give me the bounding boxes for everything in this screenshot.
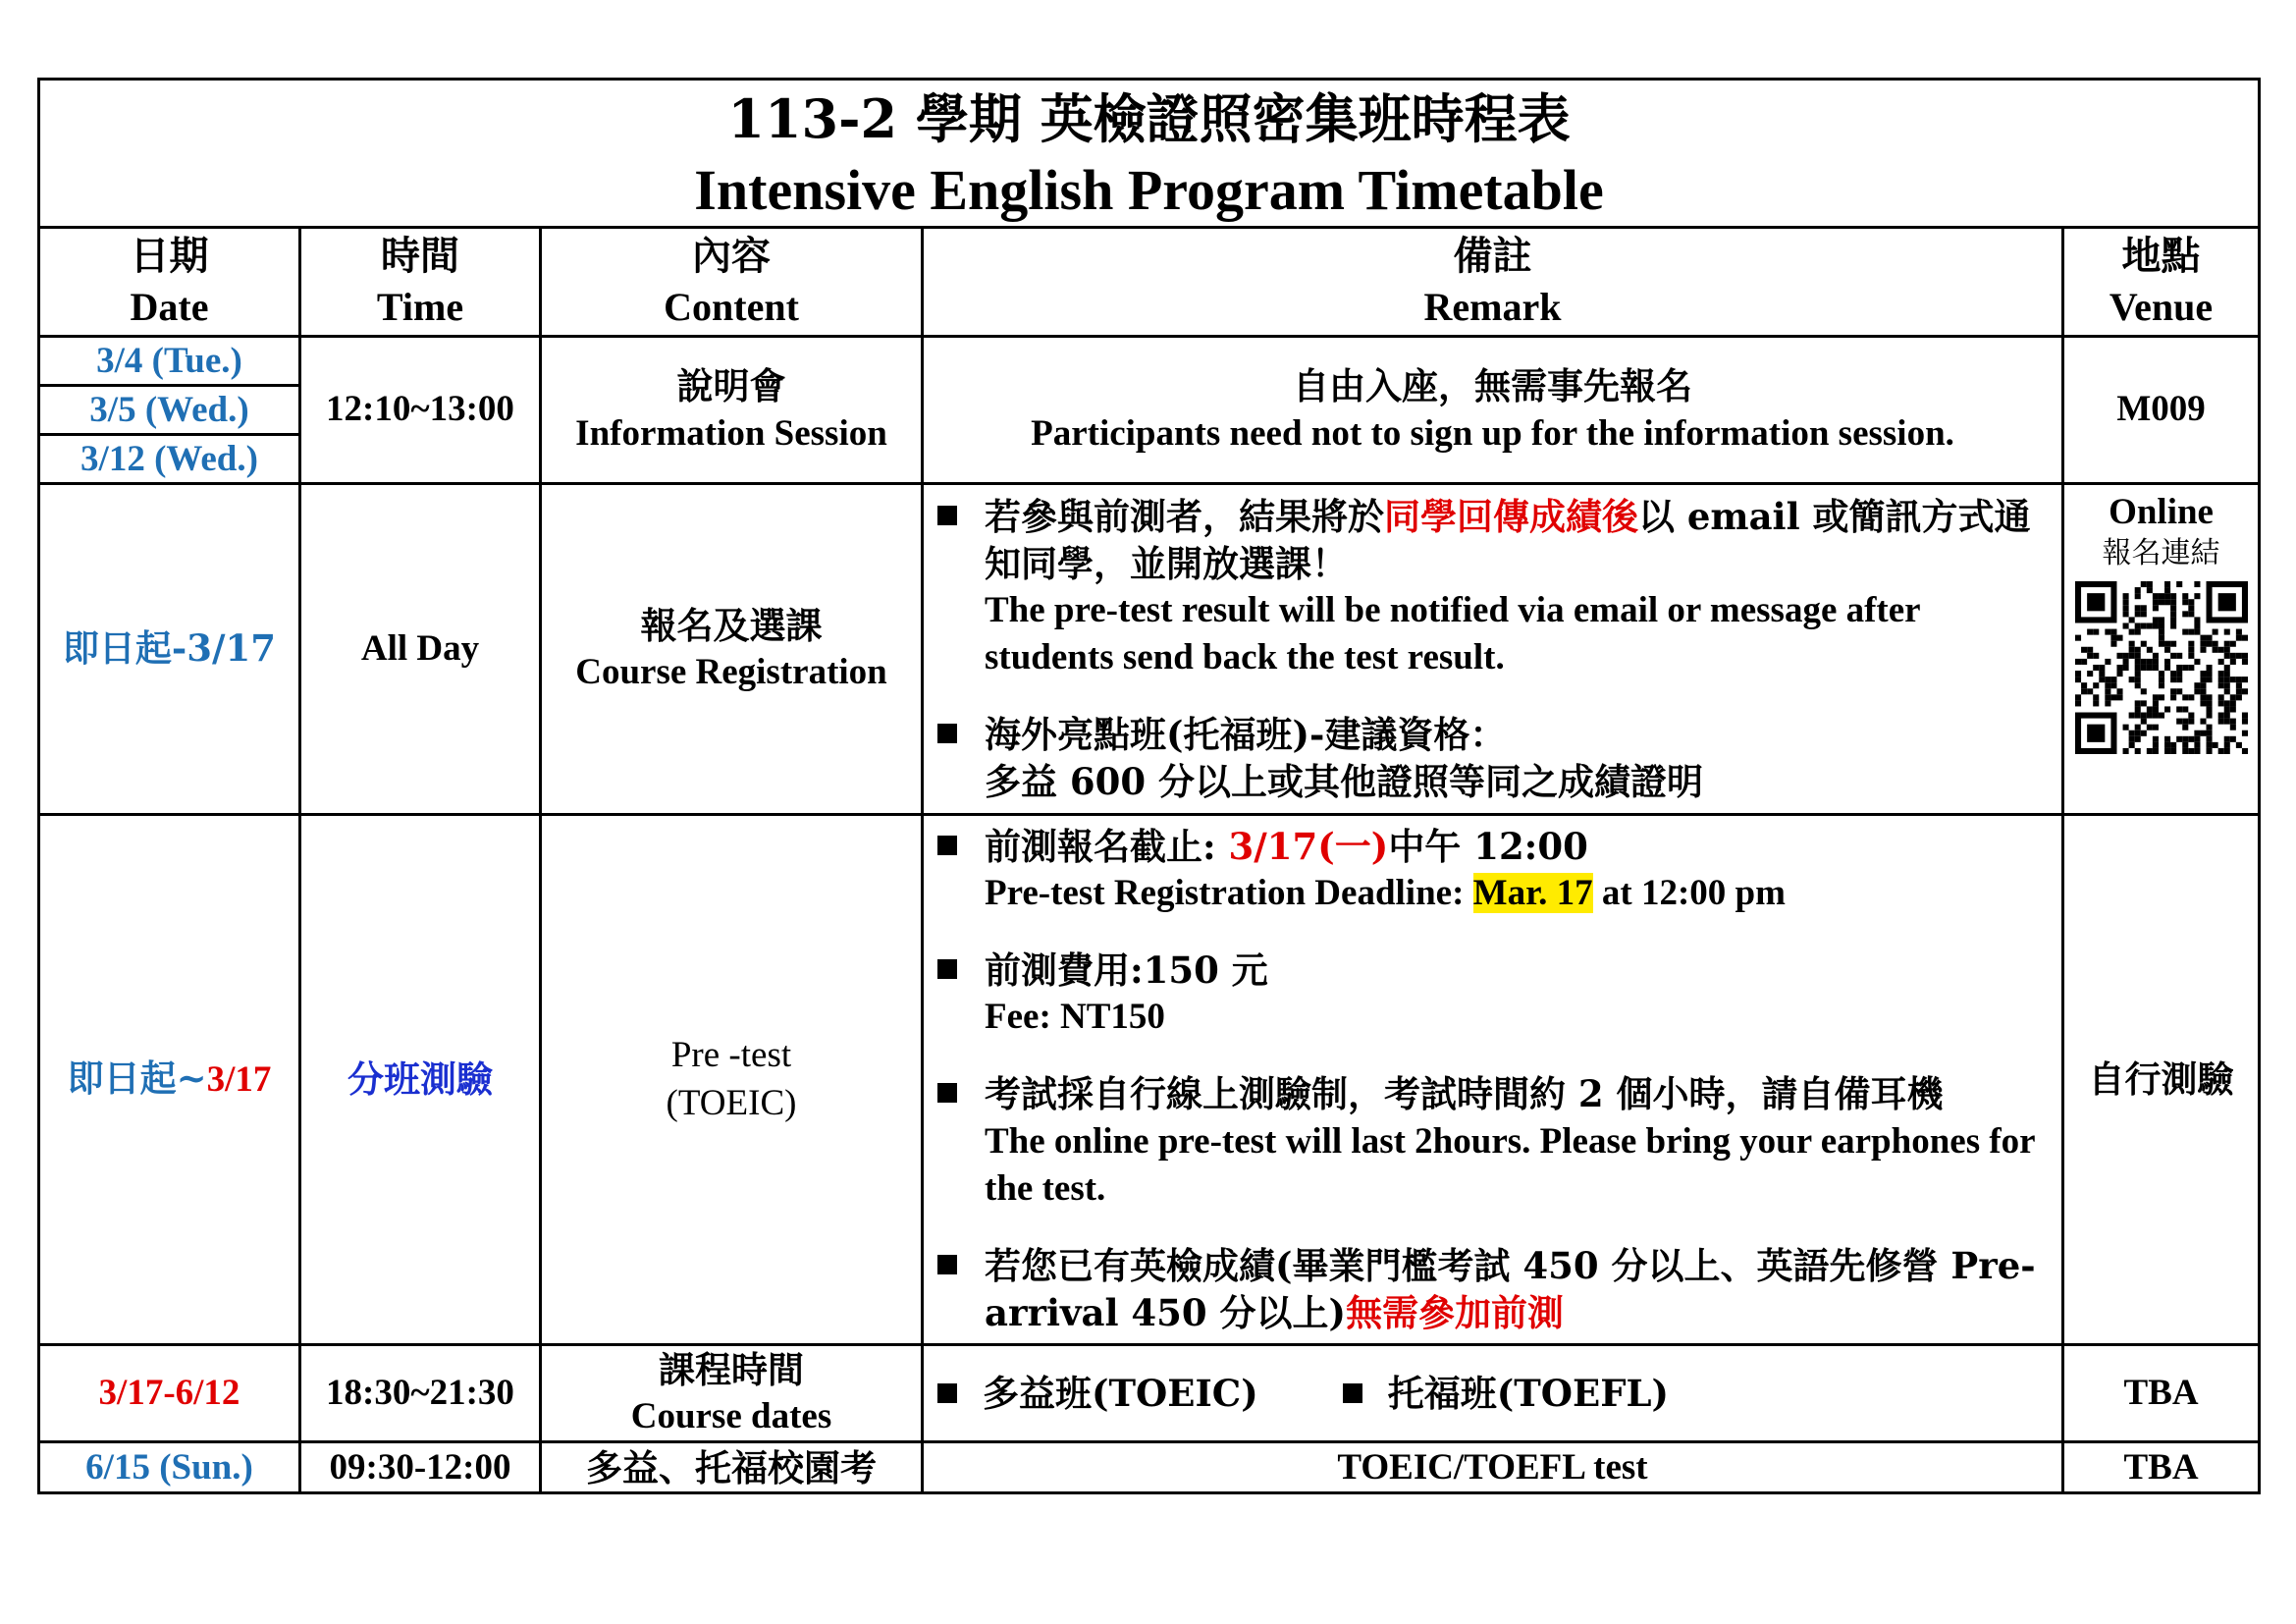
pretest-content-line2: (TOEIC): [666, 1082, 797, 1123]
pretest-b2-zh: 前測費用:150 元: [985, 948, 1268, 993]
info-content-en: Information Session: [575, 412, 887, 454]
reg-venue-link: 報名連結: [2102, 536, 2220, 571]
pretest-bullet-4: [937, 1242, 2054, 1336]
info-content-zh: 說明會: [676, 364, 786, 408]
info-time: 12:10~13:00: [300, 337, 541, 484]
reg-b2-line2: 多益 600 分以上或其他證照等同之成績證明: [985, 760, 1703, 804]
info-date-2: 3/5 (Wed.): [40, 387, 298, 436]
reg-time: All Day: [300, 484, 541, 815]
row-registration: [39, 484, 2260, 815]
bullet-square-icon: [937, 1255, 957, 1274]
bullet-square-icon: [937, 1083, 957, 1103]
reg-remark: [923, 484, 2063, 815]
reg-bullet-2: [937, 711, 2054, 805]
pretest-bullet-2: [937, 947, 2054, 1041]
pretest-b1-en: Pre-test Registration Deadline: Mar. 17 at 12:00 pm: [985, 873, 1786, 914]
course-date: 3/17-6/12: [39, 1345, 300, 1442]
header-date: [39, 228, 300, 337]
header-venue: [2063, 228, 2260, 337]
reg-b2-line1: 海外亮點班(托福班)-建議資格：: [985, 713, 1507, 757]
reg-content: [541, 484, 923, 815]
test-date: 6/15 (Sun.): [39, 1442, 300, 1493]
reg-bullet-1: [937, 493, 2054, 681]
header-content: [541, 228, 923, 337]
header-remark-zh: 備註: [1453, 233, 1532, 279]
test-remark: TOEIC/TOEFL test: [923, 1442, 2063, 1493]
pretest-remark: [923, 815, 2063, 1345]
pretest-b4: 若您已有英檢成績(畢業門檻考試 450 分以上、英語先修營 Pre-arrival 450 分以上)無需參加前測: [985, 1243, 2036, 1334]
pretest-venue: 自行測驗: [2063, 815, 2260, 1345]
deadline-highlight: Mar. 17: [1472, 873, 1593, 914]
bullet-square-icon: [937, 724, 957, 743]
reg-content-en: Course Registration: [575, 652, 887, 692]
course-venue: TBA: [2063, 1345, 2260, 1442]
reg-venue: [2063, 484, 2260, 815]
course-content-zh: 課程時間: [659, 1348, 804, 1391]
pretest-b1-zh-red: 3/17(一): [1228, 825, 1389, 869]
info-remark-zh: 自由入座，無需事先報名: [1293, 364, 1692, 408]
header-time-en: Time: [376, 285, 464, 329]
reg-b1-zh: 若參與前測者，結果將於同學回傳成績後以 email 或簡訊方式通知同學，並開放選課！: [985, 494, 2031, 585]
header-time: [300, 228, 541, 337]
row-campus-test: [39, 1442, 2260, 1493]
pretest-content: [541, 815, 923, 1345]
info-remark: [923, 337, 2063, 484]
reg-date: [39, 484, 300, 815]
reg-b1-en: The pre-test result will be notified via email or message after students send back the test result.: [985, 589, 1920, 677]
pretest-time: 分班測驗: [300, 815, 541, 1345]
info-date-3: 3/12 (Wed.): [80, 439, 258, 479]
header-remark: [923, 228, 2063, 337]
header-date-zh: 日期: [130, 233, 209, 279]
bullet-square-icon: [937, 1383, 957, 1403]
row-info-session: [39, 337, 2260, 484]
bullet-square-icon: [937, 506, 957, 525]
pretest-date: [39, 815, 300, 1345]
pretest-b3-zh: 考試採自行線上測驗制，考試時間約 2 個小時，請自備耳機: [985, 1072, 1944, 1116]
course-content: [541, 1345, 923, 1442]
course-remark: [923, 1345, 2063, 1442]
pretest-content-line1: Pre -test: [670, 1035, 792, 1076]
qr-code-icon[interactable]: [2075, 581, 2248, 754]
title-zh: 113-2 學期 英檢證照密集班時程表: [727, 87, 1571, 150]
info-content: [541, 337, 923, 484]
course-item-toefl: 托福班(TOEFL): [1343, 1370, 1669, 1417]
pretest-b2-en: Fee: NT150: [985, 997, 1165, 1038]
pretest-b1-zh: 前測報名截止: 3/17(一)中午 12:00: [985, 825, 1588, 869]
pretest-date-pre: 即日起~: [67, 1056, 207, 1101]
bullet-square-icon: [937, 959, 957, 979]
header-venue-en: Venue: [2109, 285, 2214, 329]
timetable: [37, 78, 2261, 1494]
title-cell: [39, 80, 2260, 228]
reg-venue-online: Online: [2109, 492, 2214, 532]
info-dates: [39, 337, 300, 484]
pretest-bullet-3: [937, 1070, 2054, 1212]
title-row: [39, 80, 2260, 228]
test-content: 多益、托福校園考: [541, 1442, 923, 1493]
header-remark-en: Remark: [1423, 285, 1562, 329]
header-content-zh: 內容: [692, 233, 771, 279]
bullet-square-icon: [1343, 1383, 1362, 1403]
pretest-b3-en: The online pre-test will last 2hours. Please bring your earphones for the test.: [985, 1120, 2035, 1209]
course-content-en: Course dates: [630, 1396, 832, 1437]
info-venue: M009: [2063, 337, 2260, 484]
reg-date-text: 即日起-3/17: [62, 625, 277, 670]
header-time-zh: 時間: [381, 233, 459, 279]
course-time: 18:30~21:30: [300, 1345, 541, 1442]
header-row: [39, 228, 2260, 337]
pretest-bullet-1: [937, 823, 2054, 917]
header-date-en: Date: [130, 285, 209, 329]
row-pretest: [39, 815, 2260, 1345]
reg-b1-zh-red: 同學回傳成績後: [1384, 494, 1638, 538]
course-item-toeic: 多益班(TOEIC): [937, 1370, 1258, 1417]
reg-content-zh: 報名及選課: [640, 603, 823, 647]
info-remark-en: Participants need not to sign up for the information session.: [1031, 412, 1954, 454]
header-venue-zh: 地點: [2121, 233, 2201, 279]
pretest-b4-red: 無需參加前測: [1346, 1290, 1565, 1334]
header-content-en: Content: [664, 285, 799, 329]
title-en: Intensive English Program Timetable: [694, 158, 1604, 222]
test-venue: TBA: [2063, 1442, 2260, 1493]
test-time: 09:30-12:00: [300, 1442, 541, 1493]
info-date-1: 3/4 (Tue.): [40, 338, 298, 387]
row-course: [39, 1345, 2260, 1442]
bullet-square-icon: [937, 836, 957, 855]
pretest-date-red: 3/17: [206, 1059, 272, 1101]
